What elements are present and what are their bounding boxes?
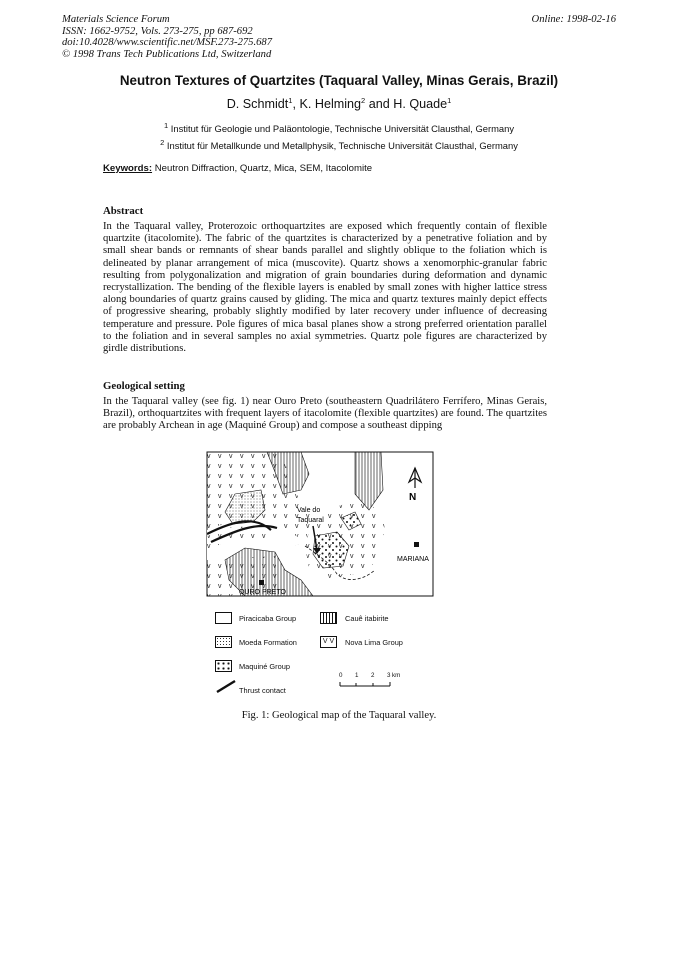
author-name: K. Helming [299,97,362,112]
legend-label: Maquiné Group [239,662,290,671]
affiliation [0,138,678,151]
journal-name: Materials Science Forum [62,14,170,25]
affiliation-number: 2 [160,138,165,147]
abstract-heading: Abstract [103,205,144,217]
author-separator: , [292,97,300,112]
legend-swatch-piracicaba [215,612,232,624]
legend-swatch-moeda [215,636,232,648]
legend-label: Piracicaba Group [239,614,297,623]
affiliation-text: Institut für Metallkunde und Metallphysik, Technische Universität Clausthal, Germany [166,140,518,152]
scale-line [339,681,395,687]
mariana-town-marker [414,542,419,547]
doi-line: doi:10.4028/www.scientific.net/MSF.273-275.687 [62,37,272,49]
author-affiliation-mark: 1 [447,96,452,105]
scale-tick-label: 1 [355,672,359,679]
north-label: N [409,492,417,503]
affiliation [0,121,678,134]
abstract-body: In the Taquaral valley, Proterozoic orthoquartzites are exposed which frequently contain of flexible quartzite (itacolomite). The fabric of the quartzites is characterized by a penetrative foliation and by small shear bands or remnants of shear bands parallel and slightly oblique to the foliation which is delineated by planar arrangement of mica (muscovite). Quartz shows a xenomorphic-granular fabric resulting from polygonalization and migration of grain boundaries during deformation and dynamic recrystallization. The bending of the flexible layers is enabled by small zones with higher lattice stress along boundaries of quartz grains caused by gliding. The mica and quartz textures mainly depict effects of progressive shearing, probably slightly modified by later recovery under influence of decreasing temperature and pressure. Pole figures of mica basal planes show a strong preferred orientation parallel to the foliation and in several samples no axial symmetries. Quartz pole figures are characterized by girdle distributions. [103,221,547,355]
scale-tick-label: 3 [387,672,391,679]
legend-swatch-maquine [215,660,232,672]
author-name: H. Quade [393,97,448,112]
legend-label: Thrust contact [239,686,286,695]
mariana-label: MARIANA [397,556,429,563]
ouro-preto-label: OURO PRETO [239,589,286,596]
geological-map [205,450,435,602]
online-date: Online: 1998-02-16 [531,14,616,25]
keywords-text: Neutron Diffraction, Quartz, Mica, SEM, Itacolomite [154,163,373,174]
section-heading: Geological setting [103,380,185,392]
author-affiliation-mark: 1 [288,96,293,105]
copyright-line: © 1998 Trans Tech Publications Ltd, Switzerland [62,48,272,60]
scale-bar [339,672,399,696]
figure-caption: Fig. 1: Geological map of the Taquaral valley. [241,710,437,721]
taquaral-label: Taquaral [297,517,324,524]
legend-label: Nova Lima Group [345,638,403,647]
vale-label: Vale do [297,507,321,514]
map-legend [215,612,445,704]
scale-unit: km [392,672,401,679]
keywords [103,163,372,174]
author-list [0,96,678,111]
affiliation-number: 1 [163,121,169,130]
ouro-preto-town-marker [259,580,264,585]
section-body: In the Taquaral valley (see fig. 1) near Ouro Preto (southeastern Quadrilátero Ferrífero, Minas Gerais, Brazil), orthoquartzites with frequent layers of itacolomite (flexible quartzites) are found. The quartzites are probably Archean in age (Maquiné Group) and compose a southeast dipping [103,396,547,432]
paper-title: Neutron Textures of Quartzites (Taquaral Valley, Minas Gerais, Brazil) [119,73,559,88]
author-name: D. Schmidt [226,97,289,112]
legend-label: Cauê itabirite [345,614,389,623]
thrust-contact-icon [215,678,237,694]
legend-swatch-nova-lima: V V [320,636,337,648]
legend-swatch-caue [320,612,337,624]
legend-label: Moeda Formation [239,638,297,647]
author-separator: and [365,97,394,112]
issn-line: ISSN: 1662-9752, Vols. 273-275, pp 687-692 [62,25,253,37]
scale-tick-label: 2 [371,672,375,679]
affiliation-text: Institut für Geologie und Paläontologie, Technische Universität Clausthal, Germany [170,123,515,135]
keywords-label: Keywords: [103,163,153,174]
author-affiliation-mark: 2 [361,96,366,105]
journal-header [62,14,402,60]
scale-tick-label: 0 [339,672,343,679]
